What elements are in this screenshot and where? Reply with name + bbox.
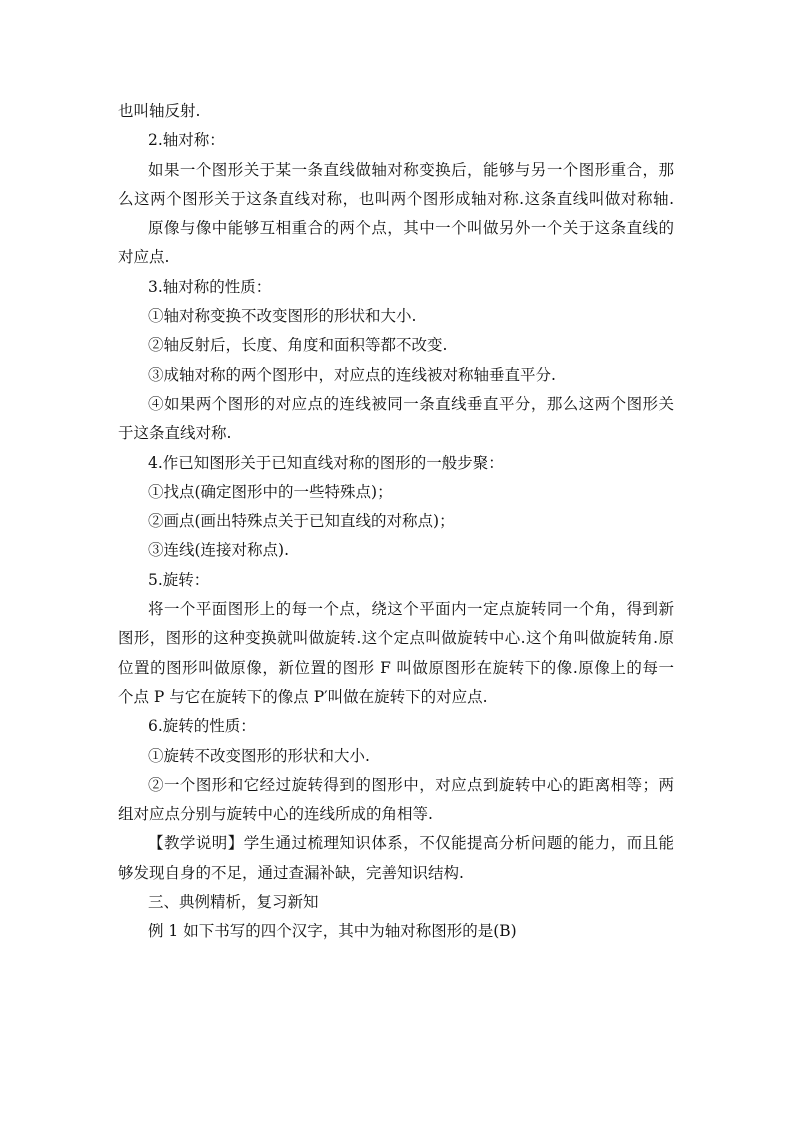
text-line: ②轴反射后，长度、角度和面积等都不改变. (148, 336, 448, 355)
text-line: ①轴对称变换不改变图形的形状和大小. (148, 307, 417, 326)
text-line: 组对应点分别与旋转中心的连线所成的角相等. (118, 805, 433, 824)
text-line: 么这两个图形关于这条直线对称，也叫两个图形成轴对称.这条直线叫做对称轴. (118, 189, 674, 208)
text-line: 个点 P 与它在旋转下的像点 P′叫做在旋转下的对应点. (118, 687, 488, 706)
text-line: ②一个图形和它经过旋转得到的图形中，对应点到旋转中心的距离相等；两 (148, 775, 674, 794)
text-line: ①旋转不改变图形的形状和大小. (148, 746, 370, 765)
text-line: 5.旋转： (148, 570, 210, 589)
text-line: 3.轴对称的性质： (148, 277, 272, 296)
text-line: ②画点(画出特殊点关于已知直线的对称点)； (148, 512, 455, 531)
text-line: 将一个平面图形上的每一个点，绕这个平面内一定点旋转同一个角，得到新 (148, 600, 674, 619)
text-line: 位置的图形叫做原像，新位置的图形 F 叫做原图形在旋转下的像.原像上的每一 (118, 658, 674, 677)
text-line: ①找点(确定图形中的一些特殊点)； (148, 482, 393, 501)
text-line: 4.作已知图形关于已知直线对称的图形的一般步聚： (148, 453, 504, 472)
document-body (118, 97, 674, 947)
text-line: 例 1 如下书写的四个汉字，其中为轴对称图形的是(B) (148, 922, 517, 941)
text-line: 2.轴对称： (148, 131, 225, 150)
text-line: 图形，图形的这种变换就叫做旋转.这个定点叫做旋转中心.这个角叫做旋转角.原 (118, 629, 674, 648)
text-line: ③成轴对称的两个图形中，对应点的连线被对称轴垂直平分. (148, 365, 556, 384)
text-line: 如果一个图形关于某一条直线做轴对称变换后，能够与另一个图形重合，那 (148, 160, 674, 179)
text-line: 三、典例精析，复习新知 (148, 893, 319, 912)
text-line: 【教学说明】学生通过梳理知识体系，不仅能提高分析问题的能力，而且能 (148, 834, 674, 853)
text-line: 于这条直线对称. (118, 424, 232, 443)
text-line: 也叫轴反射. (118, 102, 201, 120)
text-line: ③连线(连接对称点). (148, 541, 290, 560)
text-line: 够发现自身的不足，通过查漏补缺，完善知识结构. (118, 863, 464, 882)
text-line: 6.旋转的性质： (148, 717, 256, 736)
text-line: ④如果两个图形的对应点的连线被同一条直线垂直平分，那么这两个图形关 (148, 394, 674, 413)
text-line: 原像与像中能够互相重合的两个点，其中一个叫做另外一个关于这条直线的 (148, 219, 674, 238)
text-line: 对应点. (118, 248, 170, 267)
